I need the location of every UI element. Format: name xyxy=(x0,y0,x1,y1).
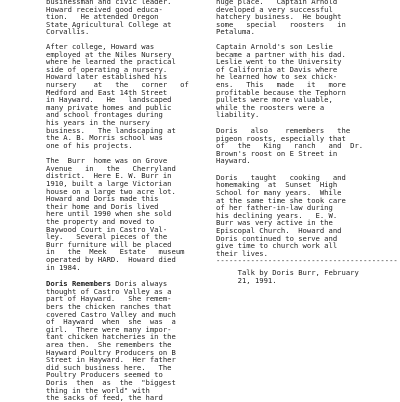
text-line: district. Here E. W. Burr in xyxy=(46,171,172,181)
text-line: here until 1990 when she sold xyxy=(46,209,172,219)
text-line: area then. She remembers the xyxy=(46,339,172,349)
right-column xyxy=(216,0,398,285)
leslie-paragraph xyxy=(216,43,358,119)
text-line: Doris continued to serve and xyxy=(216,233,338,243)
text-line: Hayward. xyxy=(216,156,251,166)
text-line: of her father-in-law during xyxy=(216,203,333,213)
text-line: his years in the nursery xyxy=(46,117,150,127)
text-line: thing in the world" with xyxy=(46,385,150,395)
text-line: part of Hayward. She remem- xyxy=(46,294,172,304)
text-line: Captain Arnold's son Leslie xyxy=(216,41,333,51)
text-line: their home and Doris lived xyxy=(46,201,159,211)
text-line: tant chicken hatcheries in the xyxy=(46,332,176,342)
text-line: in 1984. xyxy=(46,262,81,272)
text-line: Petaluma. xyxy=(216,27,255,37)
text-line: Howard received good educa- xyxy=(46,4,163,14)
text-line: the sacks of feed, the hard xyxy=(46,393,163,402)
text-line: many private homes and public xyxy=(46,102,172,112)
text-line: 1910, built a large Victorian xyxy=(46,179,172,189)
text-line: liability. xyxy=(216,110,260,120)
text-line: profitable because the Tephorn xyxy=(216,87,346,97)
text-line: ens. This made it more xyxy=(216,79,346,89)
text-line: where he learned the practical xyxy=(46,57,176,67)
doris-remembers-paragraph xyxy=(46,280,202,402)
talk-credit xyxy=(216,269,358,284)
text-line: became a partner with his dad. xyxy=(216,49,346,59)
text-line: homemaking at Sunset High xyxy=(216,180,338,190)
text-line: The Burr home was on Grove xyxy=(46,156,168,166)
text-line: of the King ranch and Dr. xyxy=(216,141,364,151)
text-line: Doris also remembers the xyxy=(216,125,351,135)
text-line: Doris then as the "biggest xyxy=(46,377,176,387)
text-line: Howard later established his xyxy=(46,72,168,82)
text-line: thought of Castro Valley as a xyxy=(46,286,172,296)
text-line: 21, 1991. xyxy=(216,275,277,285)
pigeon-paragraph xyxy=(216,125,364,166)
text-line: Brown's roost on E Street in xyxy=(216,148,338,158)
text-line: in the Meek Estate museum xyxy=(46,247,185,257)
taught-paragraph xyxy=(216,174,358,258)
text-line: Leslie went to the University xyxy=(216,57,342,67)
text-line: house on a large two acre lot. xyxy=(46,186,176,196)
text-line: nursery at the corner of xyxy=(46,79,189,89)
section-lead-in: Doris Remembers xyxy=(46,279,111,289)
text-line: Doris taught cooking and xyxy=(216,172,346,182)
text-line: side of operating a nursery. xyxy=(46,64,168,74)
text-line: covered Castro Valley and much xyxy=(46,309,176,319)
text-line: his declining years. E. W. xyxy=(216,210,338,220)
text-line: give time to church work all xyxy=(216,241,338,251)
text-line: Avenue in the Cherryland xyxy=(46,163,176,173)
text-line: in Hayward. He landscaped xyxy=(46,95,172,105)
text-line: the A. B. Morris school was xyxy=(46,133,163,143)
text-line: Howard and Doris made this xyxy=(46,194,159,204)
text-line: Talk by Doris Burr, February xyxy=(216,268,359,277)
divider-rule: ------------------------------------------ xyxy=(216,256,398,266)
text-line: Burr furniture will be placed xyxy=(46,239,172,249)
college-paragraph xyxy=(46,43,202,149)
text-line: huge place. Captain Arnold xyxy=(216,0,338,6)
text-line: bers the chicken ranches that xyxy=(46,301,172,311)
text-line: girl. There were many impor- xyxy=(46,324,172,334)
text-line: pullets were more valuable, xyxy=(216,95,333,105)
text-line: Hayward Poultry Producers on B xyxy=(46,347,176,357)
text-line: at the same time she took care xyxy=(216,195,346,205)
text-line: some special roosters in xyxy=(216,19,346,29)
text-line: employed at the Niles Nursery xyxy=(46,49,172,59)
text-line: operated by HARD. Howard died xyxy=(46,255,176,264)
burr-home-paragraph xyxy=(46,157,202,271)
text-line: while the roosters were a xyxy=(216,102,325,112)
text-line: Burr was very active in the xyxy=(216,218,333,228)
text-line: and school frontages during xyxy=(46,110,163,120)
text-line: one of his projects. xyxy=(46,140,133,150)
text-line: developed a very successful xyxy=(216,4,333,14)
text-line: Poultry Producers seemed to xyxy=(46,370,163,380)
text-span: Doris always xyxy=(110,279,168,289)
text-line: Medford and East 14th Street xyxy=(46,87,168,97)
text-line: he learned how to sex chick- xyxy=(216,72,338,82)
text-line: Episcopal Church. Howard and xyxy=(216,226,342,236)
intro-paragraph-continued xyxy=(46,0,202,36)
text-line: Corvallis. xyxy=(46,27,90,37)
left-column xyxy=(46,0,202,402)
text-line: of California at Davis where xyxy=(216,64,338,74)
text-line: hatchery business. He bought xyxy=(216,12,342,22)
text-line: the property and moved to xyxy=(46,217,155,227)
text-line: After college, Howard was xyxy=(46,41,155,51)
text-line: businessman and civic leader. xyxy=(46,0,172,6)
text-line: business. The landscaping at xyxy=(46,125,176,135)
text-line: tion. He attended Oregon xyxy=(46,12,159,22)
text-line: did such business here. The xyxy=(46,362,172,372)
text-line: Street in Hayward. Her father xyxy=(46,355,176,365)
text-line: State Agricultural College at xyxy=(46,19,172,29)
arnold-paragraph-continued xyxy=(216,0,358,36)
text-line: Baywood Court in Castro Val- xyxy=(46,224,168,234)
text-line: ley. Several pieces of the xyxy=(46,232,168,242)
text-line: School for many years. While xyxy=(216,188,342,198)
text-line: their lives. xyxy=(216,248,268,258)
text-line: of Hayward when she was a xyxy=(46,317,176,327)
text-line: pigeon roosts, especially that xyxy=(216,133,346,143)
